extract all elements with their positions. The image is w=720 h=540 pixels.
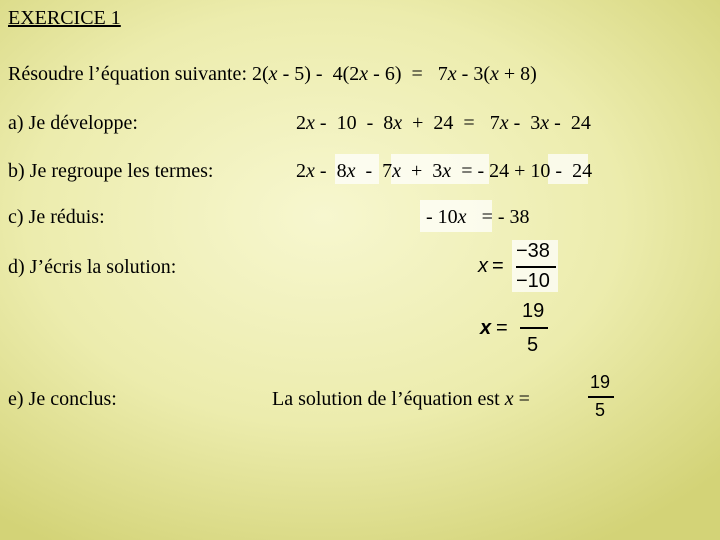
step-b-label: b) Je regroupe les termes: — [8, 160, 214, 182]
fraction-2-numerator: 19 — [522, 300, 545, 322]
step-a-label: a) Je développe: — [8, 112, 138, 134]
step-b-expression: 2x - 8x - 7x + 3x = - 24 + 10 - 24 — [296, 160, 593, 182]
conclusion-text: La solution de l’équation est x = — [272, 388, 530, 410]
solution-fraction-1 — [478, 240, 568, 292]
conclusion-denominator: 5 — [595, 400, 606, 420]
exercise-title: EXERCICE 1 — [8, 7, 121, 29]
conclusion-fraction — [588, 372, 618, 424]
fraction-2-lhs: x — [480, 317, 492, 339]
fraction-1-denominator: −10 — [516, 270, 550, 292]
fraction-2-denominator: 5 — [527, 334, 539, 356]
fraction-1-bar — [516, 266, 556, 268]
fraction-1-equals: = — [492, 255, 504, 277]
step-c-expression: - 10x = - 38 — [426, 206, 530, 228]
fraction-2-bar — [520, 327, 548, 329]
step-e-label: e) Je conclus: — [8, 388, 117, 410]
step-d-label: d) J’écris la solution: — [8, 256, 177, 278]
fraction-1-numerator: −38 — [516, 240, 550, 262]
step-a-expression: 2x - 10 - 8x + 24 = 7x - 3x - 24 — [296, 112, 591, 134]
conclusion-bar — [588, 396, 614, 398]
conclusion-numerator: 19 — [590, 372, 611, 392]
exercise-statement: Résoudre l’équation suivante: 2(x - 5) - 4(2x - 6) = 7x - 3(x + 8) — [8, 63, 537, 85]
fraction-1-lhs: x — [478, 255, 488, 277]
step-c-label: c) Je réduis: — [8, 206, 105, 228]
fraction-2-equals: = — [496, 317, 508, 339]
solution-fraction-2 — [480, 300, 560, 360]
